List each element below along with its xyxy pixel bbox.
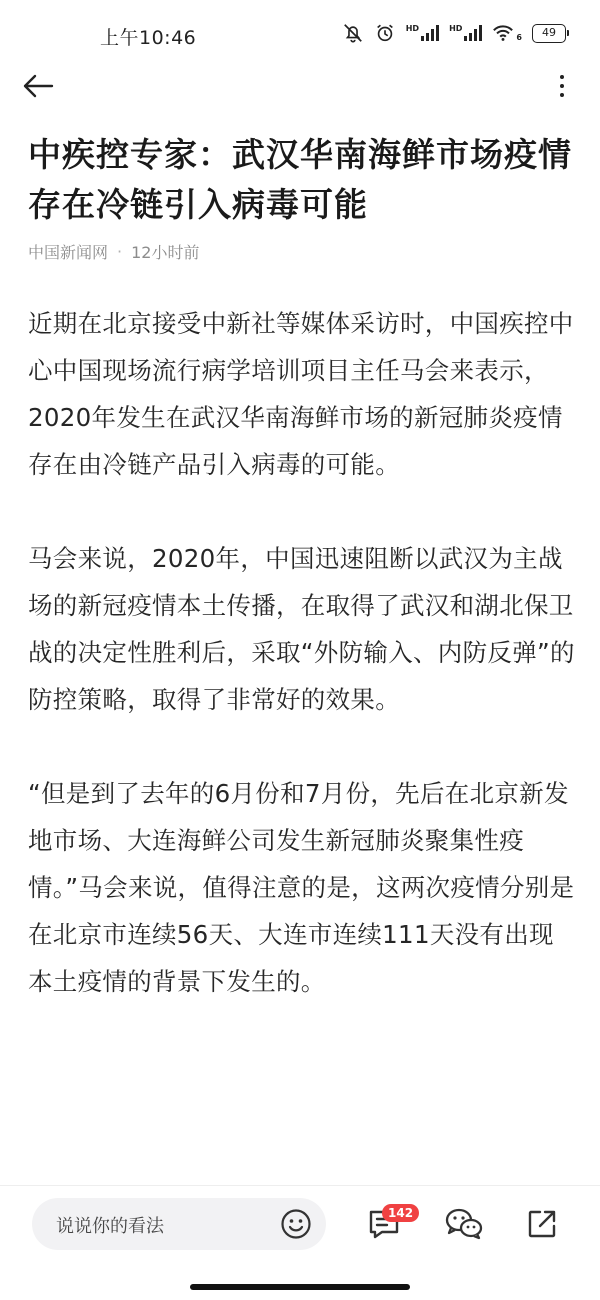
wechat-icon: [444, 1206, 484, 1242]
article-title: 中疾控专家：武汉华南海鲜市场疫情存在冷链引入病毒可能: [28, 135, 572, 224]
article-paragraph: “但是到了去年的6月份和7月份，先后在北京新发地市场、大连海鲜公司发生新冠肺炎聚集性疫情。”马会来说，值得注意的是，这两次疫情分别是在北京市连续56天、大连市连续111天没有出现本土疫情的背景下发生的。: [28, 779, 575, 996]
wifi-icon: 6: [492, 24, 522, 42]
comment-count-badge: 142: [382, 1204, 419, 1222]
back-button[interactable]: [20, 70, 56, 102]
article-paragraph: 近期在北京接受中新社等媒体采访时，中国疾控中心中国现场流行病学培训项目主任马会来表示，2020年发生在武汉华南海鲜市场的新冠肺炎疫情存在由冷链产品引入病毒的可能。: [28, 309, 574, 479]
status-icons: [342, 22, 566, 44]
signal-1-icon: HD: [406, 25, 439, 41]
meta-separator: ·: [117, 242, 123, 261]
alarm-icon: [374, 22, 396, 44]
status-time: 上午10:46: [100, 27, 197, 49]
comment-placeholder: 说说你的看法: [56, 1216, 164, 1237]
arrow-left-icon: [22, 74, 54, 98]
article-body: [28, 300, 576, 1180]
share-icon: [525, 1207, 559, 1241]
more-vertical-icon: [560, 75, 564, 79]
article-meta: [28, 240, 199, 263]
comment-input[interactable]: [32, 1198, 326, 1250]
mute-bell-icon: [342, 22, 364, 44]
battery-indicator: 49: [532, 24, 566, 43]
status-bar: [0, 0, 600, 70]
article-source[interactable]: 中国新闻网: [28, 243, 109, 262]
emoji-icon: [280, 1208, 312, 1240]
article-paragraph: 马会来说，2020年，中国迅速阻断以武汉为主战场的新冠疫情本土传播，在取得了武汉和湖北保卫战的决定性胜利后，采取“外防输入、内防反弹”的防控策略，取得了非常好的效果。: [28, 544, 575, 714]
home-indicator[interactable]: [190, 1284, 410, 1290]
emoji-button[interactable]: [280, 1208, 312, 1240]
share-button[interactable]: [522, 1204, 562, 1244]
nav-bar: [0, 62, 600, 110]
signal-2-icon: HD: [449, 25, 482, 41]
wechat-share-button[interactable]: [444, 1204, 484, 1244]
bottom-action-bar: [0, 1185, 600, 1265]
more-options-button[interactable]: [548, 68, 576, 104]
article-time: 12小时前: [131, 243, 200, 262]
